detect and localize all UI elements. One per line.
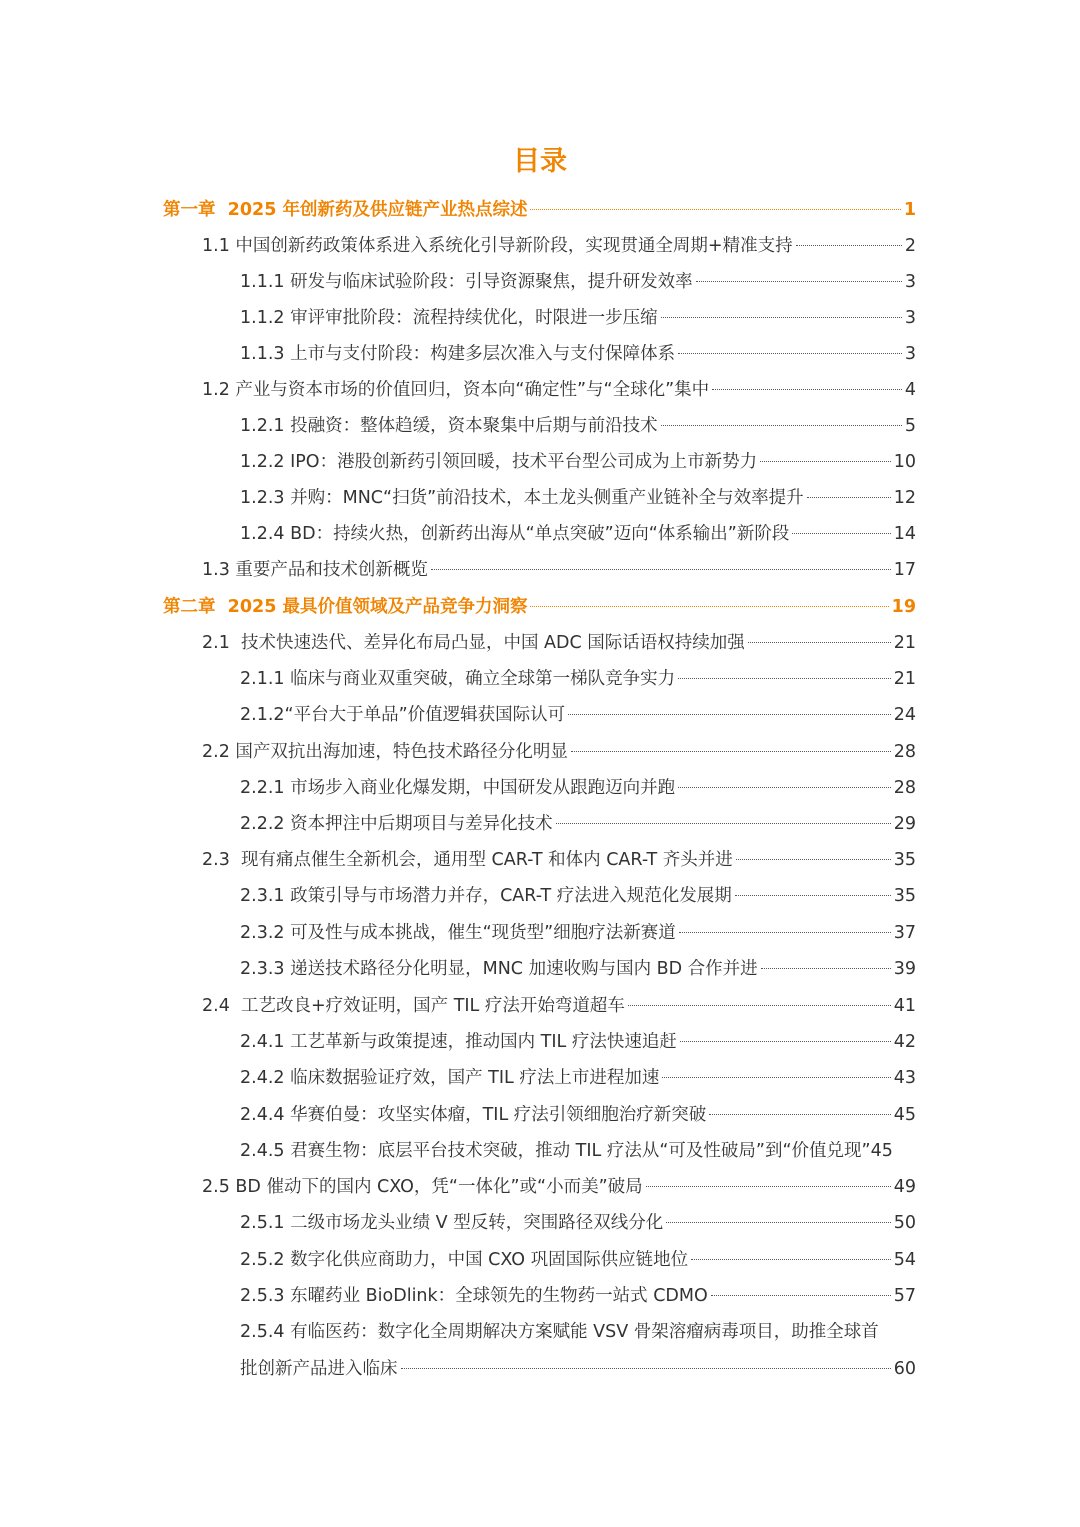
entry-title: 投融资：整体趋缓，资本聚集中后期与前沿技术 (284, 416, 658, 436)
entry-page: 35 (893, 886, 916, 906)
entry-page: 37 (893, 923, 916, 943)
entry-page: 4 (904, 380, 916, 400)
dot-leader (571, 751, 891, 752)
dot-leader (712, 389, 902, 390)
entry-title: 工艺革新与政策提速，推动国内 TIL 疗法快速追赶 (284, 1032, 677, 1052)
entry-title: 有临医药：数字化全周期解决方案赋能 VSV 骨架溶瘤病毒项目，助推全球首 (284, 1322, 879, 1342)
dot-leader (530, 209, 900, 210)
entry-page: 43 (893, 1068, 916, 1088)
entry-title: 中国创新药政策体系进入系统化引导新阶段，实现贯通全周期+精准支持 (229, 236, 793, 256)
entry-title: 重要产品和技术创新概览 (229, 560, 428, 580)
dot-leader (662, 1077, 890, 1078)
toc-entry-2-1-2[interactable] (240, 697, 916, 733)
dot-leader (661, 317, 902, 318)
entry-title: 研发与临床试验阶段：引导资源聚焦，提升研发效率 (284, 272, 693, 292)
entry-number: 2.5 (202, 1177, 230, 1197)
entry-title: 审评审批阶段：流程持续优化，时限进一步压缩 (284, 308, 658, 328)
toc-entry-2-5-3[interactable] (240, 1278, 916, 1314)
dot-leader (736, 859, 891, 860)
entry-title: 可及性与成本挑战，催生“现货型”细胞疗法新赛道 (284, 923, 676, 943)
entry-title: 国产双抗出海加速，特色技术路径分化明显 (229, 742, 568, 762)
entry-number: 1.1.1 (240, 272, 285, 292)
toc-entry-2-3-3[interactable] (240, 951, 916, 987)
entry-page: 28 (893, 778, 916, 798)
toc-entry-1-1-3[interactable] (240, 336, 916, 372)
entry-number: 1.2.1 (240, 416, 285, 436)
entry-page: 29 (893, 814, 916, 834)
entry-number: 2.2.1 (240, 778, 285, 798)
entry-page: 45 (893, 1105, 916, 1125)
entry-number: 2.4 (202, 996, 230, 1016)
entry-number: 1.2 (202, 380, 230, 400)
entry-number: 1.1 (202, 236, 230, 256)
entry-number: 2.1 (202, 633, 230, 653)
entry-page: 28 (893, 742, 916, 762)
entry-page: 3 (904, 344, 916, 364)
entry-page: 2 (904, 236, 916, 256)
toc-entry-2-5-4[interactable] (240, 1314, 916, 1350)
entry-number: 2.1.1 (240, 669, 285, 689)
toc-entry-1-2[interactable] (202, 372, 916, 408)
entry-number: 2.4.5 (240, 1141, 285, 1161)
toc-entry-2-3-1[interactable] (240, 878, 916, 914)
dot-leader (678, 678, 891, 679)
entry-page: 60 (893, 1359, 916, 1379)
dot-leader (792, 533, 890, 534)
dot-leader (628, 1005, 891, 1006)
dot-leader (666, 1222, 891, 1223)
dot-leader (556, 823, 891, 824)
toc-entry-2-5-4-continued[interactable] (240, 1351, 916, 1387)
entry-page: 1 (903, 200, 916, 220)
dot-leader (530, 606, 888, 607)
page-title: 目录 (513, 146, 567, 177)
entry-page: 35 (893, 850, 916, 870)
entry-title: IPO：港股创新药引领回暖，技术平台型公司成为上市新势力 (284, 452, 758, 472)
toc-entry-1-2-4[interactable] (240, 516, 916, 552)
toc-entry-chapter-2[interactable] (163, 589, 916, 625)
entry-number: 2.4.2 (240, 1068, 285, 1088)
entry-title: 工艺改良+疗效证明，国产 TIL 疗法开始弯道超车 (229, 996, 625, 1016)
entry-number: 2.4.1 (240, 1032, 285, 1052)
toc-entry-2-2-2[interactable] (240, 806, 916, 842)
toc-entry-2-5-2[interactable] (240, 1242, 916, 1278)
entry-page: 50 (893, 1213, 916, 1233)
entry-page: 12 (893, 488, 916, 508)
toc-entry-2-4-5[interactable] (240, 1133, 893, 1169)
dot-leader (679, 932, 891, 933)
entry-number: 1.1.2 (240, 308, 285, 328)
dot-leader (691, 1259, 891, 1260)
toc-entry-2-5[interactable] (202, 1169, 916, 1205)
entry-page: 42 (893, 1032, 916, 1052)
toc-entry-1-3[interactable] (202, 552, 916, 588)
entry-page: 5 (904, 416, 916, 436)
dot-leader (661, 425, 902, 426)
entry-number: 第一章 (163, 200, 216, 220)
entry-number: 2.3 (202, 850, 230, 870)
entry-number: 2.5.4 (240, 1322, 285, 1342)
dot-leader (696, 281, 902, 282)
entry-number: 2.3.1 (240, 886, 285, 906)
dot-leader (735, 895, 891, 896)
entry-page: 39 (893, 959, 916, 979)
toc-entry-2-4[interactable] (202, 988, 916, 1024)
toc-entry-1-2-3[interactable] (240, 480, 916, 516)
entry-title: BD 催动下的国内 CXO，凭“一体化”或“小而美”破局 (229, 1177, 643, 1197)
dot-leader (401, 1368, 891, 1369)
toc-entry-2-4-1[interactable] (240, 1024, 916, 1060)
entry-title: 华赛伯曼：攻坚实体瘤，TIL 疗法引领细胞治疗新突破 (284, 1105, 707, 1125)
entry-page: 3 (904, 272, 916, 292)
entry-page: 21 (893, 633, 916, 653)
entry-number: 2.3.3 (240, 959, 285, 979)
entry-title: 临床与商业双重突破，确立全球第一梯队竞争实力 (284, 669, 676, 689)
dot-leader (678, 787, 891, 788)
entry-number: 2.1.2 (240, 705, 285, 725)
entry-page: 10 (893, 452, 916, 472)
entry-number: 第二章 (163, 597, 216, 617)
toc-entry-chapter-1[interactable] (163, 192, 916, 228)
entry-title: 数字化供应商助力，中国 CXO 巩固国际供应链地位 (284, 1250, 689, 1270)
entry-number: 2.4.4 (240, 1105, 285, 1125)
dot-leader (431, 569, 891, 570)
toc-entry-2-1[interactable] (202, 625, 916, 661)
entry-page: 21 (893, 669, 916, 689)
entry-number: 2.5.2 (240, 1250, 285, 1270)
entry-page: 54 (893, 1250, 916, 1270)
entry-title: 批创新产品进入临床 (240, 1359, 398, 1379)
dot-leader (807, 497, 891, 498)
entry-title: 现有痛点催生全新机会，通用型 CAR-T 和体内 CAR-T 齐头并进 (229, 850, 733, 870)
entry-title: 2025 年创新药及供应链产业热点综述 (215, 200, 528, 220)
entry-number: 2.2.2 (240, 814, 285, 834)
toc-entry-2-4-4[interactable] (240, 1097, 916, 1133)
dot-leader (568, 714, 891, 715)
entry-title: BD：持续火热，创新药出海从“单点突破”迈向“体系输出”新阶段 (284, 524, 790, 544)
entry-number: 1.1.3 (240, 344, 285, 364)
entry-title: 东曜药业 BioDlink：全球领先的生物药一站式 CDMO (284, 1286, 708, 1306)
entry-title: 并购：MNC“扫货”前沿技术，本土龙头侧重产业链补全与效率提升 (284, 488, 804, 508)
dot-leader (680, 1041, 891, 1042)
entry-page: 41 (893, 996, 916, 1016)
entry-title: 递送技术路径分化明显，MNC 加速收购与国内 BD 合作并进 (284, 959, 758, 979)
entry-title: 上市与支付阶段：构建多层次准入与支付保障体系 (284, 344, 676, 364)
entry-page: 19 (891, 597, 916, 617)
entry-page: 49 (893, 1177, 916, 1197)
dot-leader (761, 968, 891, 969)
entry-page: 57 (893, 1286, 916, 1306)
entry-title: 产业与资本市场的价值回归，资本向“确定性”与“全球化”集中 (229, 380, 710, 400)
toc-entry-2-2-1[interactable] (240, 770, 916, 806)
entry-page: 24 (893, 705, 916, 725)
toc-entry-2-4-2[interactable] (240, 1060, 916, 1096)
dot-leader (709, 1114, 890, 1115)
entry-title: 技术快速迭代、差异化布局凸显，中国 ADC 国际话语权持续加强 (229, 633, 745, 653)
dot-leader (646, 1186, 891, 1187)
entry-title: 临床数据验证疗效，国产 TIL 疗法上市进程加速 (284, 1068, 660, 1088)
entry-title: 政策引导与市场潜力并存，CAR-T 疗法进入规范化发展期 (284, 886, 732, 906)
entry-number: 1.2.3 (240, 488, 285, 508)
entry-number: 1.3 (202, 560, 230, 580)
entry-title: 资本押注中后期项目与差异化技术 (284, 814, 553, 834)
entry-page: 14 (893, 524, 916, 544)
toc-entry-2-2[interactable] (202, 734, 916, 770)
toc-entry-1-1-2[interactable] (240, 300, 916, 336)
entry-number: 2.3.2 (240, 923, 285, 943)
dot-leader (678, 353, 902, 354)
entry-page: 3 (904, 308, 916, 328)
toc-entry-1-1-1[interactable] (240, 264, 916, 300)
dot-leader (760, 461, 891, 462)
toc-entry-1-2-1[interactable] (240, 408, 916, 444)
toc-entry-2-3-2[interactable] (240, 915, 916, 951)
entry-number: 2.5.1 (240, 1213, 285, 1233)
toc-entry-2-3[interactable] (202, 842, 916, 878)
dot-leader (748, 642, 891, 643)
entry-title: “平台大于单品”价值逻辑获国际认可 (284, 705, 566, 725)
entry-title: 二级市场龙头业绩 V 型反转，突围路径双线分化 (284, 1213, 664, 1233)
entry-title: 市场步入商业化爆发期，中国研发从跟跑迈向并跑 (284, 778, 676, 798)
entry-page: 45 (870, 1141, 893, 1161)
dot-leader (796, 245, 902, 246)
entry-number: 1.2.4 (240, 524, 285, 544)
entry-title: 2025 最具价值领域及产品竞争力洞察 (215, 597, 528, 617)
entry-title: 君赛生物：底层平台技术突破，推动 TIL 疗法从“可及性破局”到“价值兑现” (284, 1141, 871, 1161)
toc-entry-1-1[interactable] (202, 228, 916, 264)
toc-entry-2-5-1[interactable] (240, 1205, 916, 1241)
entry-number: 2.2 (202, 742, 230, 762)
dot-leader (711, 1295, 891, 1296)
toc-entry-1-2-2[interactable] (240, 444, 916, 480)
entry-number: 2.5.3 (240, 1286, 285, 1306)
toc-entry-2-1-1[interactable] (240, 661, 916, 697)
entry-number: 1.2.2 (240, 452, 285, 472)
entry-page: 17 (893, 560, 916, 580)
